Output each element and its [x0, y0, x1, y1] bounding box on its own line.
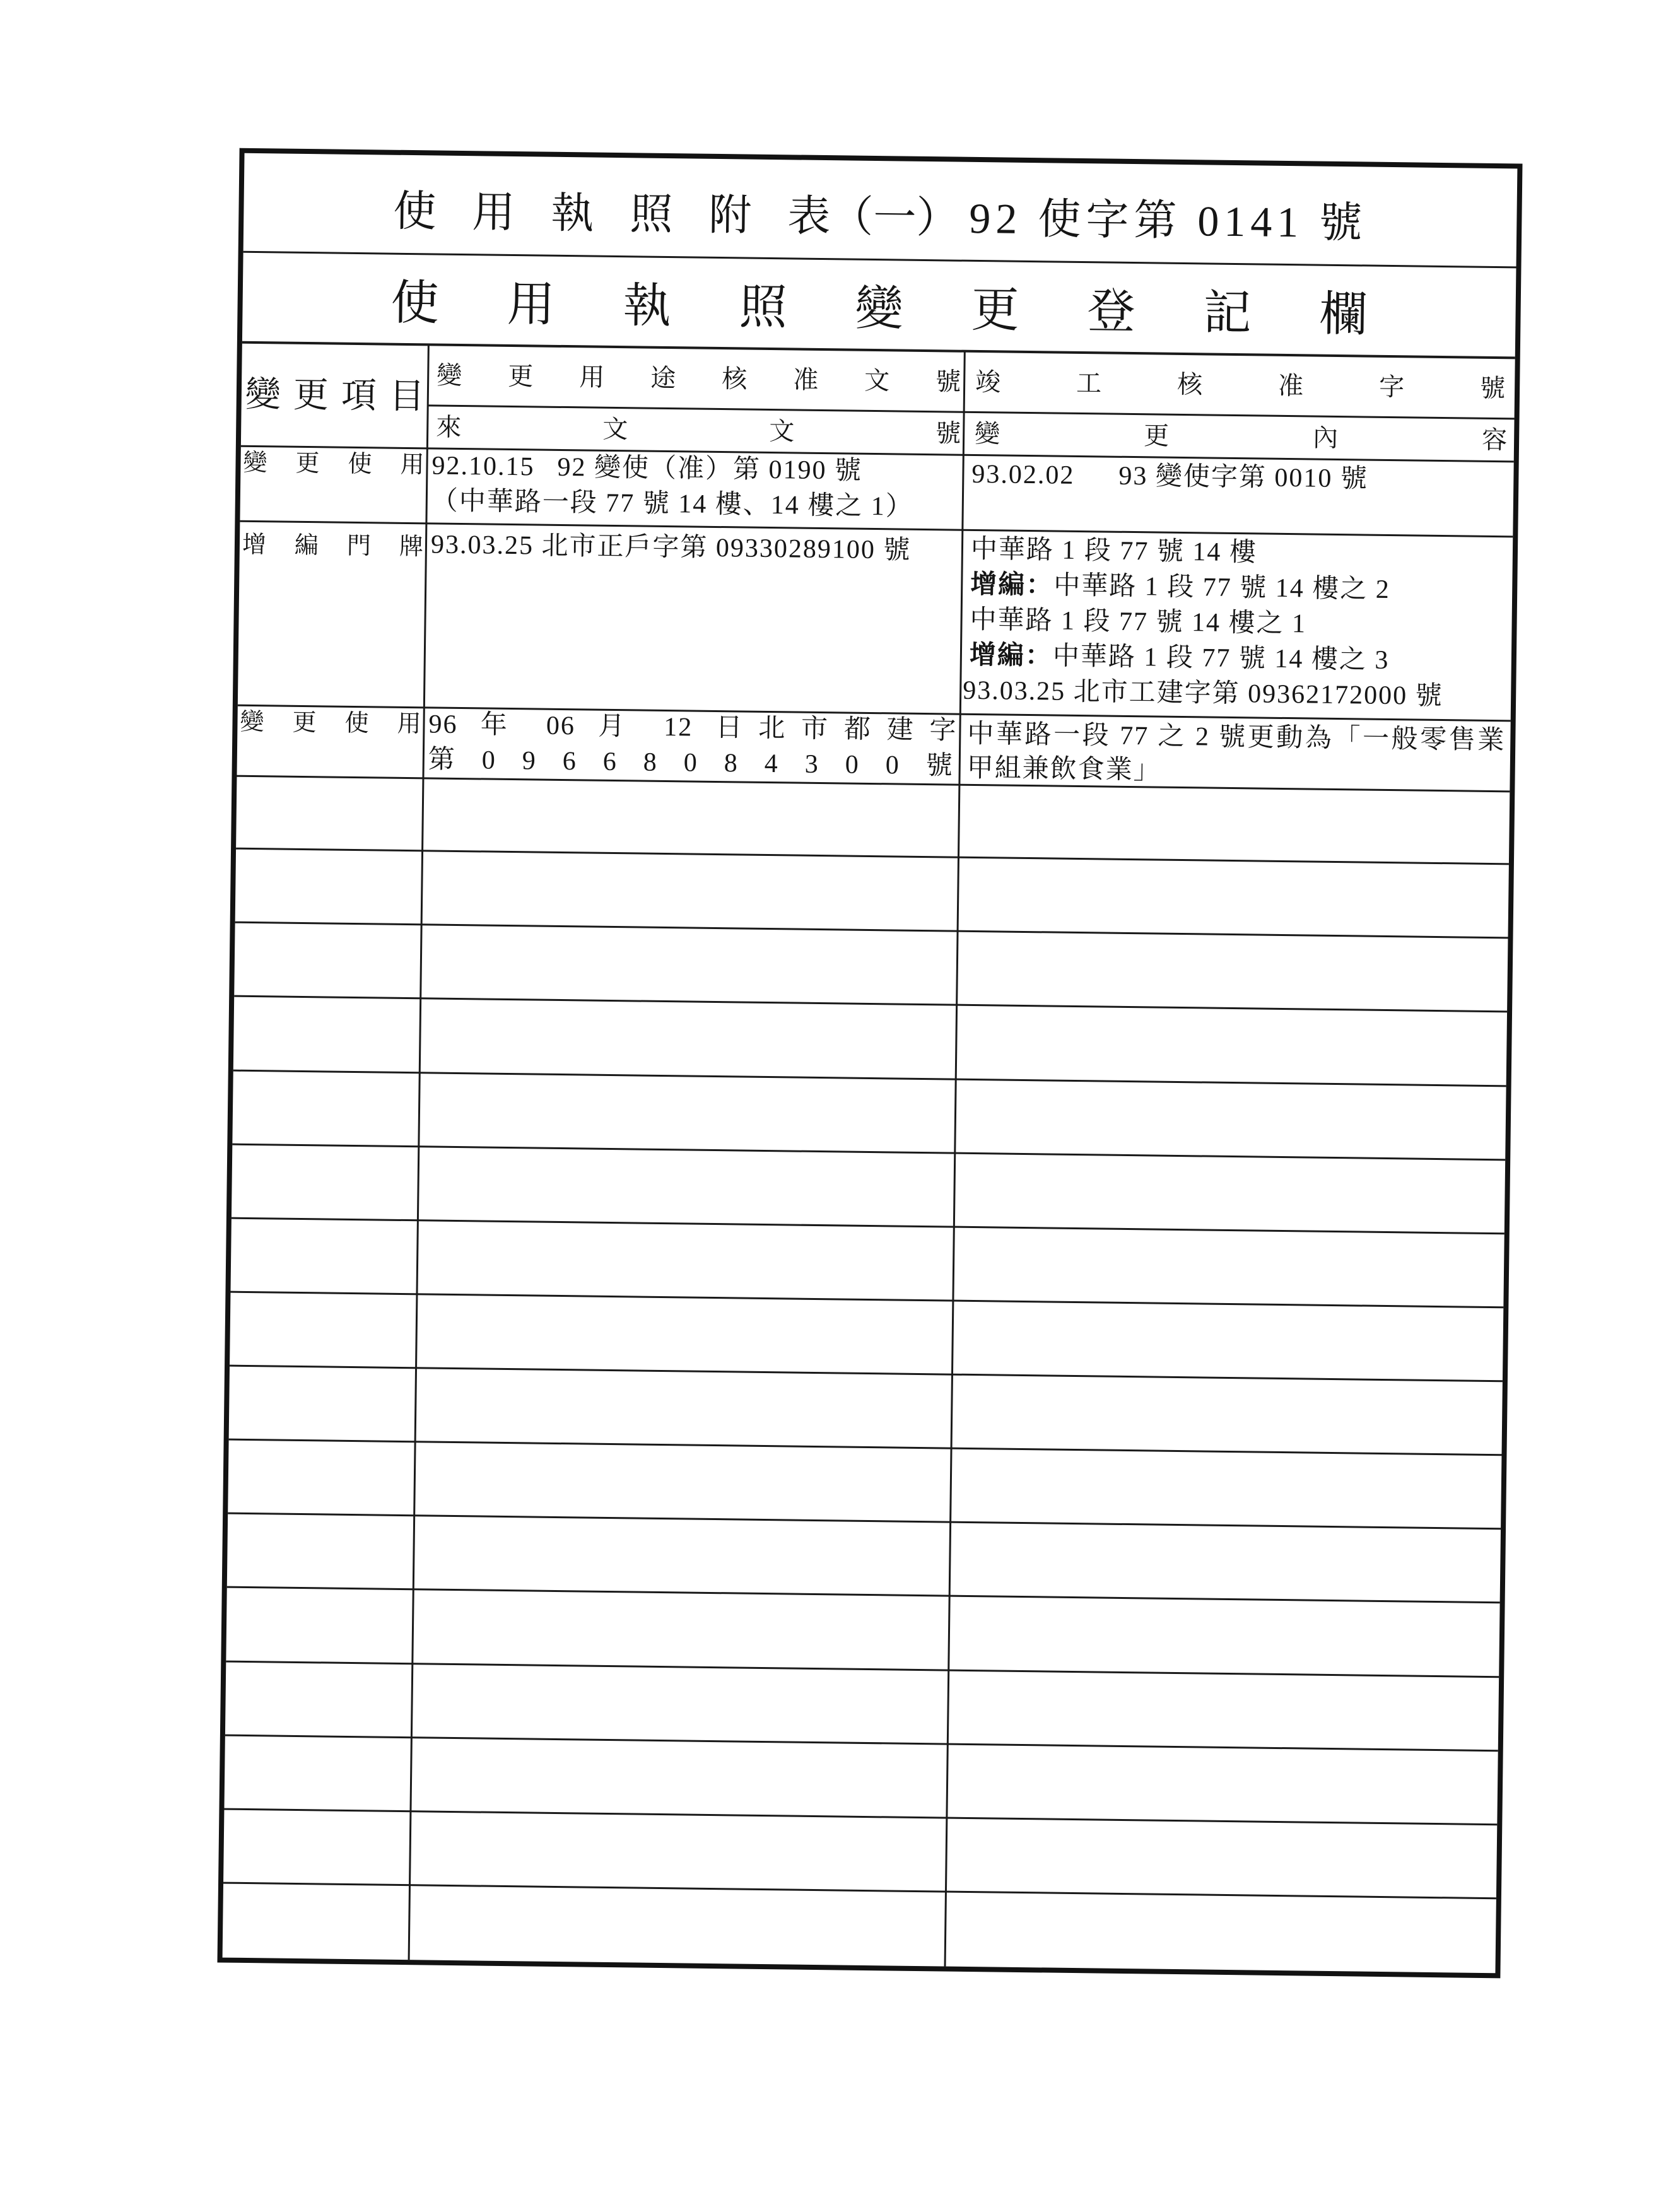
- license-change-register-form: [218, 148, 1651, 1979]
- blank-row: [223, 1883, 1496, 1973]
- header-change-item-label: 變更項目: [245, 375, 438, 417]
- header-approval-number: [429, 346, 1007, 411]
- change-line: [970, 567, 1510, 609]
- license-number: 92 使字第 0141 號: [968, 194, 1368, 247]
- header-approval-number-label: 變更用途核准文號: [437, 361, 1007, 397]
- header-completion-number: [965, 353, 1581, 418]
- approval-number: 第09668084300號: [428, 745, 980, 781]
- form-table-number: （一）: [830, 192, 959, 242]
- row-change-cell: [962, 532, 1510, 715]
- form-subtitle-text: 使用執照變更登記欄: [390, 276, 1436, 342]
- row-change-item-label: 變更使用: [243, 449, 453, 479]
- approval-line: [428, 742, 980, 783]
- header-document-number: [428, 406, 1103, 454]
- change-line-text: 中華路 1 段 77 號 14 樓之 2: [1053, 571, 1391, 605]
- header-change-content: [965, 413, 1651, 461]
- change-line-text: 中華路 1 段 77 號 14 樓之 3: [1052, 641, 1390, 676]
- form-title-heading: 使用執照附表: [392, 187, 867, 241]
- header-change-content-label: 變更內容: [974, 419, 1651, 456]
- completion-line: [971, 457, 1511, 498]
- row-change-cell: [971, 457, 1511, 498]
- header-document-number-label: 來文文號: [436, 413, 1103, 449]
- form-title: [243, 153, 1518, 267]
- added-number-label: 增編：: [969, 640, 1053, 671]
- form-subtitle: [242, 253, 1516, 357]
- row-change-item-label: 增編門牌: [242, 531, 452, 561]
- row-change-item: [240, 447, 453, 481]
- row-change-item-label: 變更使用: [240, 708, 450, 738]
- change-line: 中華路一段 77 之 2 號更動為「一般零售業: [967, 719, 1506, 756]
- change-line: 中華路 1 段 77 號 14 樓: [970, 534, 1258, 568]
- row-change-item: [240, 529, 452, 563]
- approval-address: （中華路一段 77 號 14 樓、14 樓之 1）: [431, 486, 914, 522]
- approval-line: [431, 448, 962, 489]
- header-completion-number-label: 竣工核准字號: [975, 367, 1581, 404]
- approval-number: 93.03.25 北市正戶字第 09330289100 號: [430, 530, 912, 565]
- row-approval-cell: [428, 706, 980, 783]
- change-line: 甲組兼飲食業」: [966, 753, 1161, 785]
- approval-number: 92 變使（准）第 0190 號: [557, 452, 863, 486]
- added-number-label: 增編：: [970, 570, 1054, 600]
- completion-number: 93 變使字第 0010 號: [1118, 461, 1369, 494]
- approval-line: 96 年 06 月 12 日北市都建字: [428, 710, 958, 746]
- blank-rows: [223, 776, 1510, 1974]
- approval-date: 92.10.15: [431, 451, 535, 482]
- change-line: [970, 638, 1510, 679]
- row-approval-cell: [431, 527, 961, 568]
- change-line: 中華路 1 段 77 號 14 樓之 1: [970, 605, 1307, 639]
- row-approval-cell: [431, 448, 961, 525]
- change-line: 93.03.25 北市工建字第 09362172000 號: [962, 676, 1443, 711]
- row-change-cell: [966, 717, 1505, 792]
- completion-date: 93.02.02: [971, 459, 1075, 490]
- header-change-item: [241, 344, 438, 448]
- row-change-item: [237, 706, 450, 740]
